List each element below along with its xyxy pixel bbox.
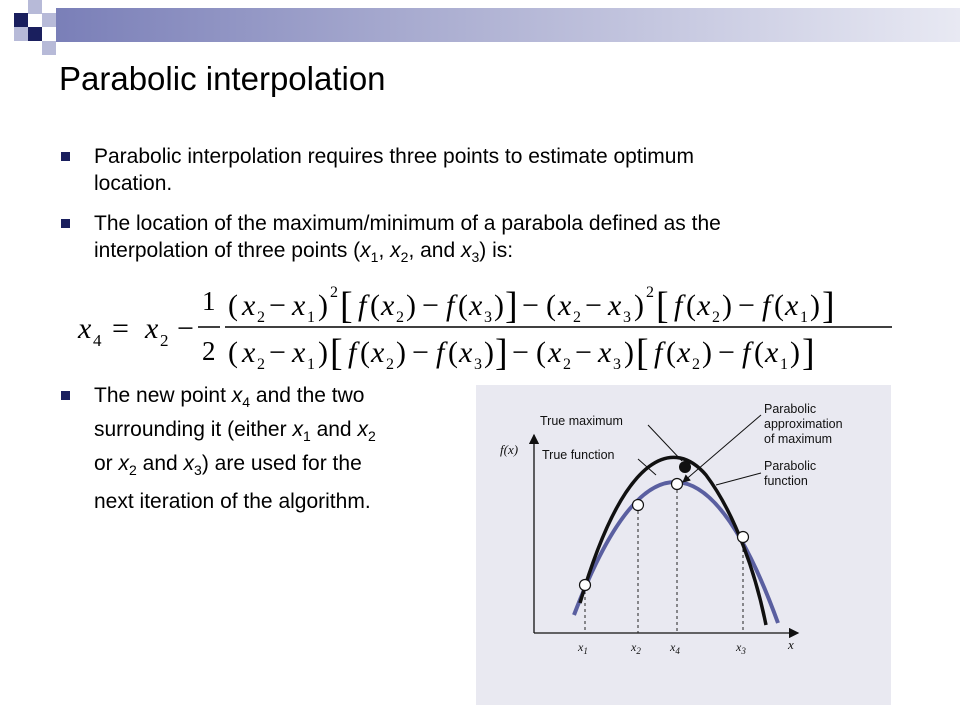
svg-text:x: x: [697, 289, 711, 322]
svg-text:x: x: [608, 289, 622, 322]
svg-text:−: −: [422, 289, 439, 322]
svg-text:4: 4: [93, 331, 102, 350]
svg-text:2: 2: [396, 309, 404, 326]
svg-text:x: x: [242, 289, 256, 322]
svg-text:−: −: [738, 289, 755, 322]
svg-text:2: 2: [257, 356, 265, 373]
bullet-1-line-2: location.: [94, 172, 173, 195]
svg-text:1: 1: [202, 286, 216, 316]
svg-text:[: [: [340, 285, 353, 327]
bullet-2: [94, 210, 924, 271]
bullet-3-line-4: next iteration of the algorithm.: [94, 489, 371, 513]
header-square-dark-1: [14, 13, 28, 27]
svg-text:(: (: [686, 289, 696, 322]
svg-text:f: f: [436, 336, 445, 369]
bullet-1: [94, 143, 894, 197]
figure-svg: [476, 385, 891, 705]
svg-text:2: 2: [692, 356, 700, 373]
bullet-1-line-1: Parabolic interpolation requires three points to estimate optimum: [94, 145, 694, 168]
svg-text:): ): [318, 336, 328, 369]
svg-text:f: f: [762, 289, 771, 322]
svg-text:x: x: [381, 289, 395, 322]
tick-label-x2: $x_2$: [631, 640, 641, 656]
svg-text:f: f: [446, 289, 455, 322]
svg-text:3: 3: [474, 356, 482, 373]
svg-text:2: 2: [573, 309, 581, 326]
label-parabolic-function-2: function: [764, 474, 808, 488]
svg-text:x: x: [558, 289, 572, 322]
point-x1: [580, 580, 591, 591]
svg-text:−: −: [177, 312, 194, 345]
svg-text:(: (: [754, 336, 764, 369]
svg-text:): ): [396, 336, 406, 369]
svg-text:(: (: [546, 289, 556, 322]
svg-text:−: −: [575, 336, 592, 369]
svg-text:): ): [722, 289, 732, 322]
svg-text:]: ]: [802, 332, 815, 374]
svg-text:x: x: [548, 336, 562, 369]
svg-text:x: x: [78, 312, 92, 345]
svg-text:): ): [790, 336, 800, 369]
svg-text:3: 3: [623, 309, 631, 326]
bullet-2-line-1: The location of the maximum/minimum of a parabola defined as the: [94, 212, 721, 235]
svg-text:−: −: [412, 336, 429, 369]
label-parabolic-approx-1: Parabolic: [764, 402, 817, 416]
svg-text:−: −: [585, 289, 602, 322]
parabolic-interpolation-figure: [476, 385, 891, 705]
svg-text:2: 2: [202, 336, 216, 366]
svg-text:): ): [624, 336, 634, 369]
svg-text:1: 1: [307, 309, 315, 326]
svg-text:f: f: [348, 336, 357, 369]
svg-text:]: ]: [822, 285, 835, 327]
svg-text:[: [: [636, 332, 649, 374]
point-x4: [672, 479, 683, 490]
svg-text:(: (: [458, 289, 468, 322]
true-maximum-point: [679, 461, 691, 473]
svg-text:2: 2: [386, 356, 394, 373]
header-square-light-2: [42, 13, 56, 27]
bullet-3-line-3: or $x_2$ and $x_3$) are used for the: [94, 452, 362, 479]
svg-text:−: −: [512, 336, 529, 369]
svg-text:): ): [634, 289, 644, 322]
svg-text:[: [: [656, 285, 669, 327]
svg-text:[: [: [330, 332, 343, 374]
label-parabolic-function-1: Parabolic: [764, 459, 817, 473]
y-axis-label: f(x): [500, 442, 519, 457]
svg-text:2: 2: [563, 356, 571, 373]
header-square-light-3: [14, 27, 28, 41]
label-true-maximum: True maximum: [540, 414, 623, 428]
svg-text:=: =: [112, 312, 129, 345]
bullet-marker: [61, 391, 70, 400]
svg-text:(: (: [228, 336, 238, 369]
svg-text:x: x: [371, 336, 385, 369]
svg-text:(: (: [448, 336, 458, 369]
bullet-2-line-2: interpolation of three points ($x_1$, $x_2$, and $x_3$) is:: [94, 239, 514, 266]
svg-text:x: x: [145, 312, 159, 345]
svg-text:2: 2: [330, 284, 338, 301]
point-x3: [738, 532, 749, 543]
parabolic-interpolation-formula: [70, 280, 930, 380]
svg-text:−: −: [522, 289, 539, 322]
header-square-light-1: [28, 0, 42, 14]
svg-text:(: (: [774, 289, 784, 322]
svg-text:f: f: [674, 289, 683, 322]
svg-text:(: (: [360, 336, 370, 369]
label-parabolic-approx-2: approximation: [764, 417, 843, 431]
svg-text:2: 2: [712, 309, 720, 326]
svg-text:): ): [810, 289, 820, 322]
svg-text:2: 2: [257, 309, 265, 326]
svg-text:2: 2: [646, 284, 654, 301]
svg-text:(: (: [666, 336, 676, 369]
svg-text:x: x: [598, 336, 612, 369]
bullet-3: [94, 382, 464, 515]
svg-text:f: f: [742, 336, 751, 369]
svg-text:x: x: [292, 289, 306, 322]
svg-text:): ): [484, 336, 494, 369]
svg-text:x: x: [765, 336, 779, 369]
svg-text:3: 3: [484, 309, 492, 326]
svg-text:3: 3: [613, 356, 621, 373]
bullet-3-line-1: The new point $x_4$ and the two: [94, 384, 365, 411]
x-axis-label: x: [788, 637, 794, 652]
svg-text:1: 1: [307, 356, 315, 373]
header-square-dark-2: [28, 27, 42, 41]
svg-text:): ): [406, 289, 416, 322]
svg-text:x: x: [469, 289, 483, 322]
bullet-marker: [61, 152, 70, 161]
svg-text:(: (: [370, 289, 380, 322]
svg-text:f: f: [358, 289, 367, 322]
svg-text:x: x: [242, 336, 256, 369]
svg-text:]: ]: [505, 285, 518, 327]
label-parabolic-approx-3: of maximum: [764, 432, 833, 446]
svg-text:]: ]: [495, 332, 508, 374]
svg-text:): ): [702, 336, 712, 369]
svg-text:x: x: [677, 336, 691, 369]
callout-line-true-maximum: [648, 425, 682, 461]
svg-text:x: x: [785, 289, 799, 322]
svg-text:(: (: [228, 289, 238, 322]
svg-text:−: −: [718, 336, 735, 369]
header-gradient-bar: [56, 8, 960, 42]
bullet-3-line-2: surrounding it (either $x_1$ and $x_2$: [94, 418, 376, 445]
header-square-light-4: [42, 41, 56, 55]
svg-text:−: −: [269, 336, 286, 369]
bullet-marker: [61, 219, 70, 228]
label-true-function: True function: [542, 448, 615, 462]
svg-text:f: f: [654, 336, 663, 369]
svg-text:x: x: [292, 336, 306, 369]
svg-text:x: x: [459, 336, 473, 369]
svg-text:): ): [318, 289, 328, 322]
callout-line-parabolic-approx: [683, 415, 761, 482]
svg-text:1: 1: [780, 356, 788, 373]
svg-text:2: 2: [160, 331, 169, 350]
point-x2: [633, 500, 644, 511]
callout-line-parabolic-function: [716, 473, 761, 485]
svg-text:(: (: [536, 336, 546, 369]
tick-label-x1: $x_1$: [578, 640, 588, 656]
slide-title: Parabolic interpolation: [59, 60, 386, 97]
svg-text:): ): [494, 289, 504, 322]
tick-label-x4: $x_4$: [670, 640, 680, 656]
tick-label-x3: $x_3$: [736, 640, 746, 656]
svg-text:1: 1: [800, 309, 808, 326]
svg-text:−: −: [269, 289, 286, 322]
